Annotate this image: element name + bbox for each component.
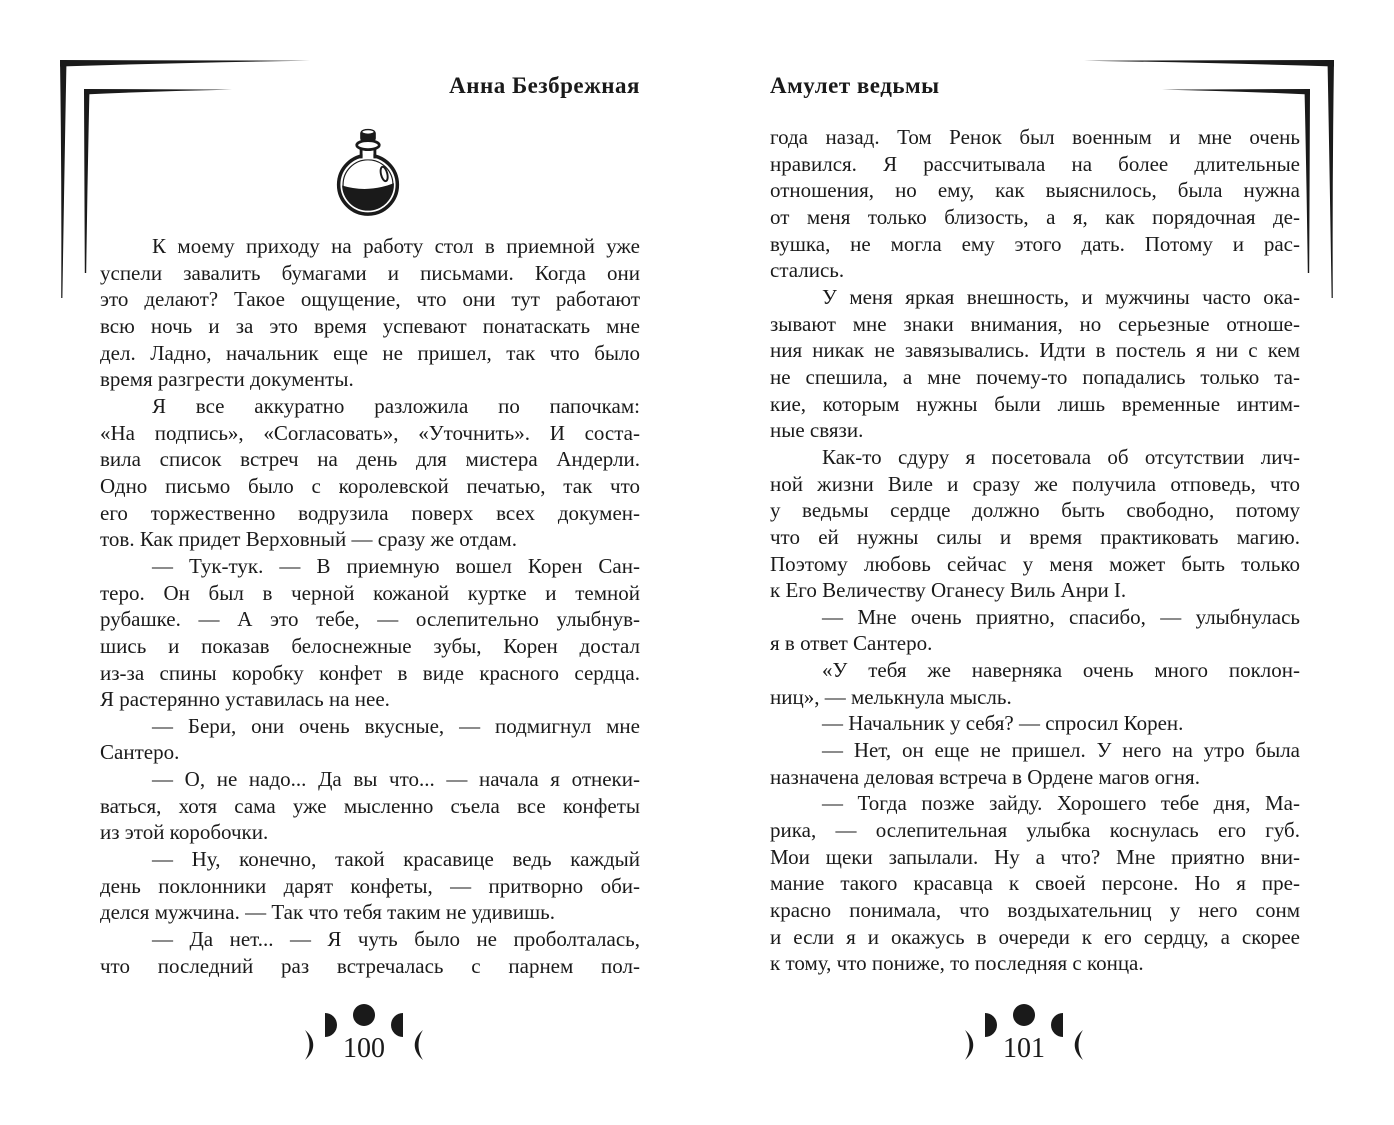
text-line: время разгрести документы.: [100, 367, 354, 392]
text-line: что последний раз встречалась с парнем пол-: [100, 953, 640, 978]
text-line: день поклонники дарят конфеты, — притворно оби-: [100, 873, 640, 898]
text-line: ния никак не завязывались. Идти в постель я ни с кем: [770, 338, 1300, 363]
text-line: дел. Ладно, начальник еще не пришел, так что было: [100, 340, 640, 365]
text-line: Я растерянно уставилась на нее.: [100, 687, 390, 712]
text-line: — Мне очень приятно, спасибо, — улыбнулась: [822, 604, 1300, 629]
text-line: Я все аккуратно разложила по папочкам:: [152, 393, 640, 418]
text-line: К моему приходу на работу стол в приемной уже: [152, 234, 640, 258]
text-line: — Да нет... — Я чуть было не проболталась,: [152, 927, 640, 952]
text-line: У меня яркая внешность, и мужчины часто ока-: [822, 284, 1300, 309]
text-line: года назад. Том Ренок был военным и мне очень: [770, 125, 1300, 149]
text-line: — Тук-тук. — В приемную вошел Корен Сан-: [152, 553, 640, 578]
page-body-right: [770, 124, 1300, 977]
text-line: — О, не надо... Да вы что... — начала я отнеки-: [152, 767, 640, 792]
running-header-author: Анна Безбрежная: [449, 73, 640, 98]
text-line: его торжественно водрузила поверх всех докумен-: [100, 500, 640, 525]
text-line: теро. Он был в черной кожаной куртке и темной: [100, 580, 640, 605]
text-line: от меня только близость, а я, как порядочная де-: [770, 204, 1300, 229]
text-line: к тому, что пониже, то последняя с конца.: [770, 951, 1144, 976]
text-line: шись и показав белоснежные зубы, Корен достал: [100, 633, 640, 658]
text-line: нравился. Я рассчитывала на более длительные: [770, 151, 1300, 176]
text-line: я в ответ Сантеро.: [770, 631, 933, 656]
text-line: стались.: [770, 258, 845, 283]
text-line: Сантеро.: [100, 740, 180, 765]
text-line: к Его Величеству Оганесу Виль Анри I.: [770, 578, 1127, 603]
text-line: и если я и окажусь в очереди к его сердцу, а скорее: [770, 924, 1300, 949]
running-header-title: Амулет ведьмы: [770, 73, 940, 98]
text-line: отношения, но ему, как выяснилось, была нужна: [770, 178, 1300, 203]
text-line: вушка, не могла ему этого дать. Потому и рас-: [770, 231, 1300, 256]
text-line: всю ночь и за это время успевают понатаскать мне: [100, 313, 640, 338]
text-line: рика, — ослепительная улыбка коснулась его губ.: [770, 818, 1300, 843]
text-line: мание такого красавца к своей персоне. Но я пре-: [770, 871, 1300, 896]
text-line: — Нет, он еще не пришел. У него на утро была: [822, 738, 1300, 763]
text-line: ваться, хотя сама уже мысленно съела все конфеты: [100, 793, 640, 818]
text-line: — Ну, конечно, такой красавице ведь каждый: [152, 847, 640, 872]
text-line: Как-то сдуру я посетовала об отсутствии лич-: [822, 444, 1300, 469]
text-line: ные связи.: [770, 418, 864, 443]
text-line: что ей нужны силы и время практиковать магию.: [770, 524, 1300, 549]
text-line: — Начальник у себя? — спросил Корен.: [822, 711, 1184, 736]
text-line: Одно письмо было с королевской печатью, так что: [100, 473, 640, 498]
text-line: тов. Как придет Верховный — сразу же отдам.: [100, 527, 517, 552]
text-line: из-за спины коробку конфет в виде красного сердца.: [100, 660, 640, 685]
text-line: — Бери, они очень вкусные, — подмигнул мне: [152, 713, 640, 738]
text-line: вила список встреч на день для мистера Андерли.: [100, 447, 640, 472]
text-line: не спешила, а мне почему-то попадались только та-: [770, 364, 1300, 389]
text-line: «На подпись», «Согласовать», «Уточнить». И соста-: [100, 420, 640, 445]
text-line: у ведьмы сердце должно быть свободно, потому: [770, 498, 1300, 523]
page-number-right: 101: [1003, 1033, 1045, 1064]
text-line: кие, которым нужны были лишь временные интим-: [770, 391, 1300, 416]
text-line: это делают? Такое ощущение, что они тут работают: [100, 287, 640, 312]
text-line: из этой коробочки.: [100, 820, 269, 845]
footer-left: [303, 1002, 425, 1082]
text-line: «У тебя же наверняка очень много поклон-: [822, 658, 1300, 683]
text-line: рубашке. — А это тебе, — ослепительно улыбнув-: [100, 607, 640, 632]
page-number-left: 100: [343, 1033, 385, 1064]
footer-right: [963, 1002, 1085, 1082]
text-line: зывают мне знаки внимания, но серьезные отноше-: [770, 311, 1300, 336]
text-line: ниц», — мелькнула мысль.: [770, 684, 1012, 709]
text-line: успели завалить бумагами и письмами. Когда они: [100, 260, 640, 285]
text-line: ной жизни Виле и сразу же получила отповедь, что: [770, 471, 1300, 496]
text-line: делся мужчина. — Так что тебя таким не удивишь.: [100, 900, 555, 925]
text-line: назначена деловая встреча в Ордене магов огня.: [770, 764, 1200, 789]
potion-bottle-icon: [332, 128, 404, 218]
text-line: Поэтому любовь сейчас у меня может быть только: [770, 551, 1300, 576]
page-body-left: [100, 233, 640, 979]
text-line: — Тогда позже зайду. Хорошего тебе дня, Ма-: [822, 791, 1300, 816]
text-line: Мои щеки запылали. Ну а что? Мне приятно вни-: [770, 844, 1300, 869]
text-line: красно понимала, что воздыхательниц у него сонм: [770, 898, 1300, 923]
